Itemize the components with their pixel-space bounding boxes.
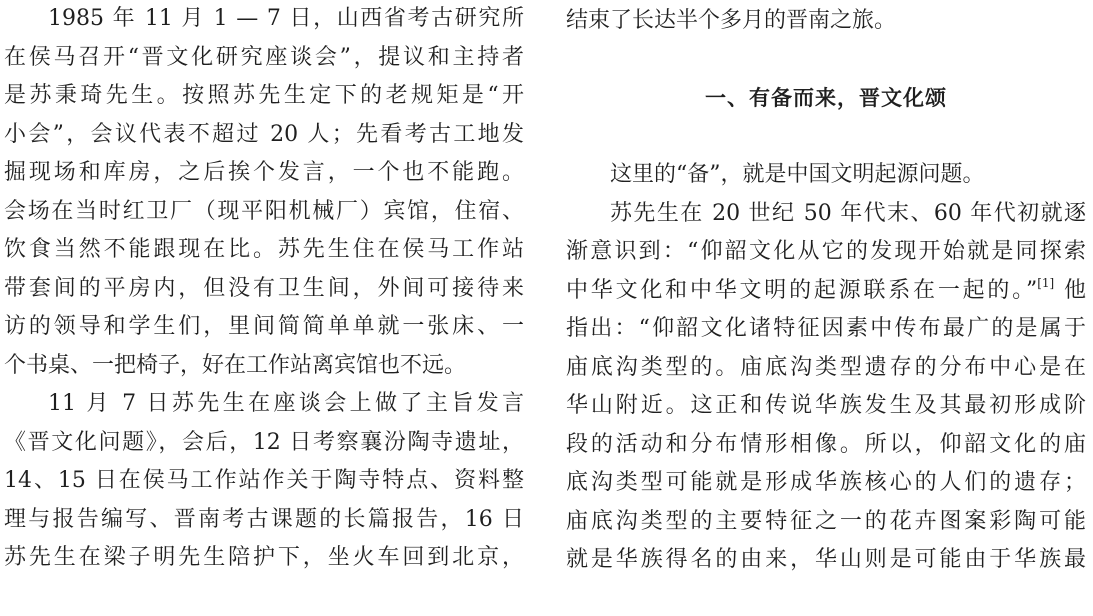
text-line: 庙底沟类型的。庙底沟类型遗存的分布中心是在	[566, 354, 1086, 380]
text-line: 渐意识到：“仰韶文化从它的发现开始就是同探索	[566, 239, 1086, 264]
text-line: 是苏秉琦先生。按照苏先生定下的老规矩是“开	[4, 83, 524, 108]
text-line: 1985 年 11 月 1 — 7 日，山西省考古研究所	[48, 6, 524, 31]
text-line: 底沟类型可能就是形成华族核心的人们的遗存；	[566, 470, 1086, 495]
footnote-ref: [1]	[1037, 275, 1055, 290]
left-column	[4, 0, 524, 578]
text-line: 带套间的平房内，但没有卫生间，外间可接待来	[4, 275, 524, 301]
text-line: 庙底沟类型的主要特征之一的花卉图案彩陶可能	[566, 508, 1086, 534]
text-line: 掘现场和库房，之后挨个发言，一个也不能跑。	[4, 160, 524, 185]
text-line: 指出：“仰韶文化诸特征因素中传布最广的是属于	[566, 316, 1086, 341]
text-fragment: 他	[1054, 277, 1086, 303]
text-line: 苏先生在梁子明先生陪护下，坐火车回到北京，	[4, 545, 524, 570]
text-line: 华山附近。这正和传说华族发生及其最初形成阶	[566, 393, 1086, 418]
text-line: 就是华族得名的由来，华山则是可能由于华族最	[566, 547, 1086, 572]
text-line: 苏先生在 20 世纪 50 年代末、60 年代初就逐	[610, 200, 1086, 226]
text-line: 14、15 日在侯马工作站作关于陶寺特点、资料整	[4, 468, 524, 493]
text-line: 11 月 7 日苏先生在座谈会上做了主旨发言	[48, 391, 524, 416]
right-column	[566, 0, 1086, 580]
text-line: 这里的“备”，就是中国文明起源问题。	[610, 162, 985, 187]
text-line-with-footnote	[566, 272, 1086, 311]
text-line: 饮食当然不能跟现在比。苏先生住在侯马工作站	[4, 237, 524, 262]
text-line: 《晋文化问题》，会后，12 日考察襄汾陶寺遗址，	[4, 429, 524, 455]
spacer	[566, 41, 1086, 80]
text-line: 访的领导和学生们，里间简简单单就一张床、一	[4, 314, 524, 339]
text-line: 段的活动和分布情形相像。所以，仰韶文化的庙	[566, 431, 1086, 457]
spacer	[566, 118, 1086, 157]
text-line: 理与报告编写、晋南考古课题的长篇报告，16 日	[4, 506, 524, 532]
text-line: 在侯马召开“晋文化研究座谈会”，提议和主持者	[4, 44, 524, 70]
text-fragment: 中华文化和中华文明的起源联系在一起的。”	[566, 277, 1038, 303]
text-line: 结束了长达半个多月的晋南之旅。	[566, 8, 897, 33]
section-heading: 一、有备而来，晋文化颂	[705, 86, 947, 110]
text-line: 小会”，会议代表不超过 20 人；先看考古工地发	[4, 121, 524, 147]
text-line: 个书桌、一把椅子，好在工作站离宾馆也不远。	[4, 352, 467, 378]
text-line: 会场在当时红卫厂（现平阳机械厂）宾馆，住宿、	[4, 198, 524, 224]
